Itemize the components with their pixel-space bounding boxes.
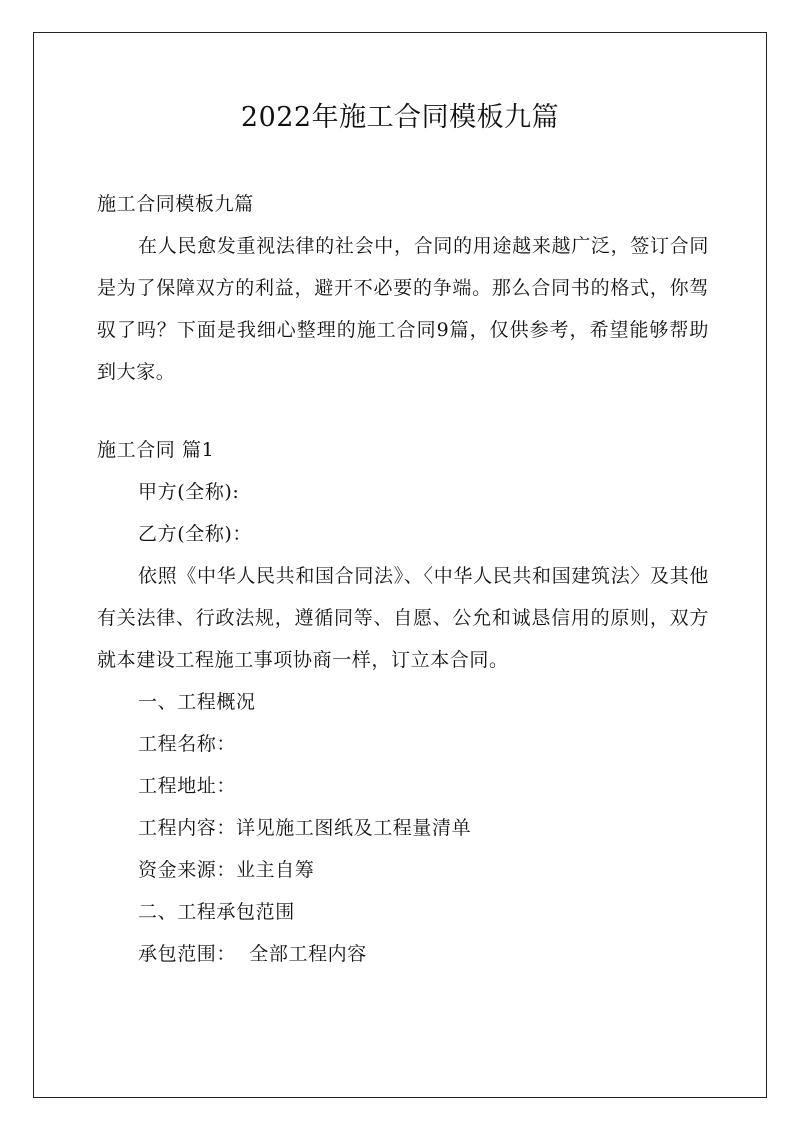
intro-paragraph: 在人民愈发重视法律的社会中，合同的用途越来越广泛，签订合同是为了保障双方的利益，避开不必要的争端。那么合同书的格式，你驾驭了吗？下面是我细心整理的施工合同9篇，仅供参考，希望能够帮助到大家。	[97, 235, 709, 383]
funding-source-line: 资金来源：业主自筹	[138, 859, 315, 881]
party-a-line: 甲方(全称):	[138, 481, 240, 503]
basis-paragraph: 依照《中华人民共和国合同法》、〈中华人民共和国建筑法〉及其他有关法律、行政法规，遵循同等、自愿、公允和诚恳信用的原则，双方就本建设工程施工事项协商一样，订立本合同。	[97, 565, 709, 671]
scope-line: 承包范围： 全部工程内容	[138, 943, 367, 965]
document-body	[97, 183, 709, 975]
clause-heading-1: 一、工程概况	[138, 691, 256, 713]
subtitle: 施工合同模板九篇	[97, 193, 254, 215]
project-address-line: 工程地址：	[138, 775, 237, 797]
section-heading: 施工合同 篇1	[97, 439, 215, 461]
project-name-line: 工程名称：	[138, 733, 237, 755]
party-b-line: 乙方(全称)：	[138, 523, 253, 545]
document-title: 2022年施工合同模板九篇	[240, 102, 560, 133]
section-gap	[97, 393, 709, 429]
project-content-line: 工程内容：详见施工图纸及工程量清单	[138, 817, 472, 839]
clause-heading-2: 二、工程承包范围	[138, 901, 295, 923]
